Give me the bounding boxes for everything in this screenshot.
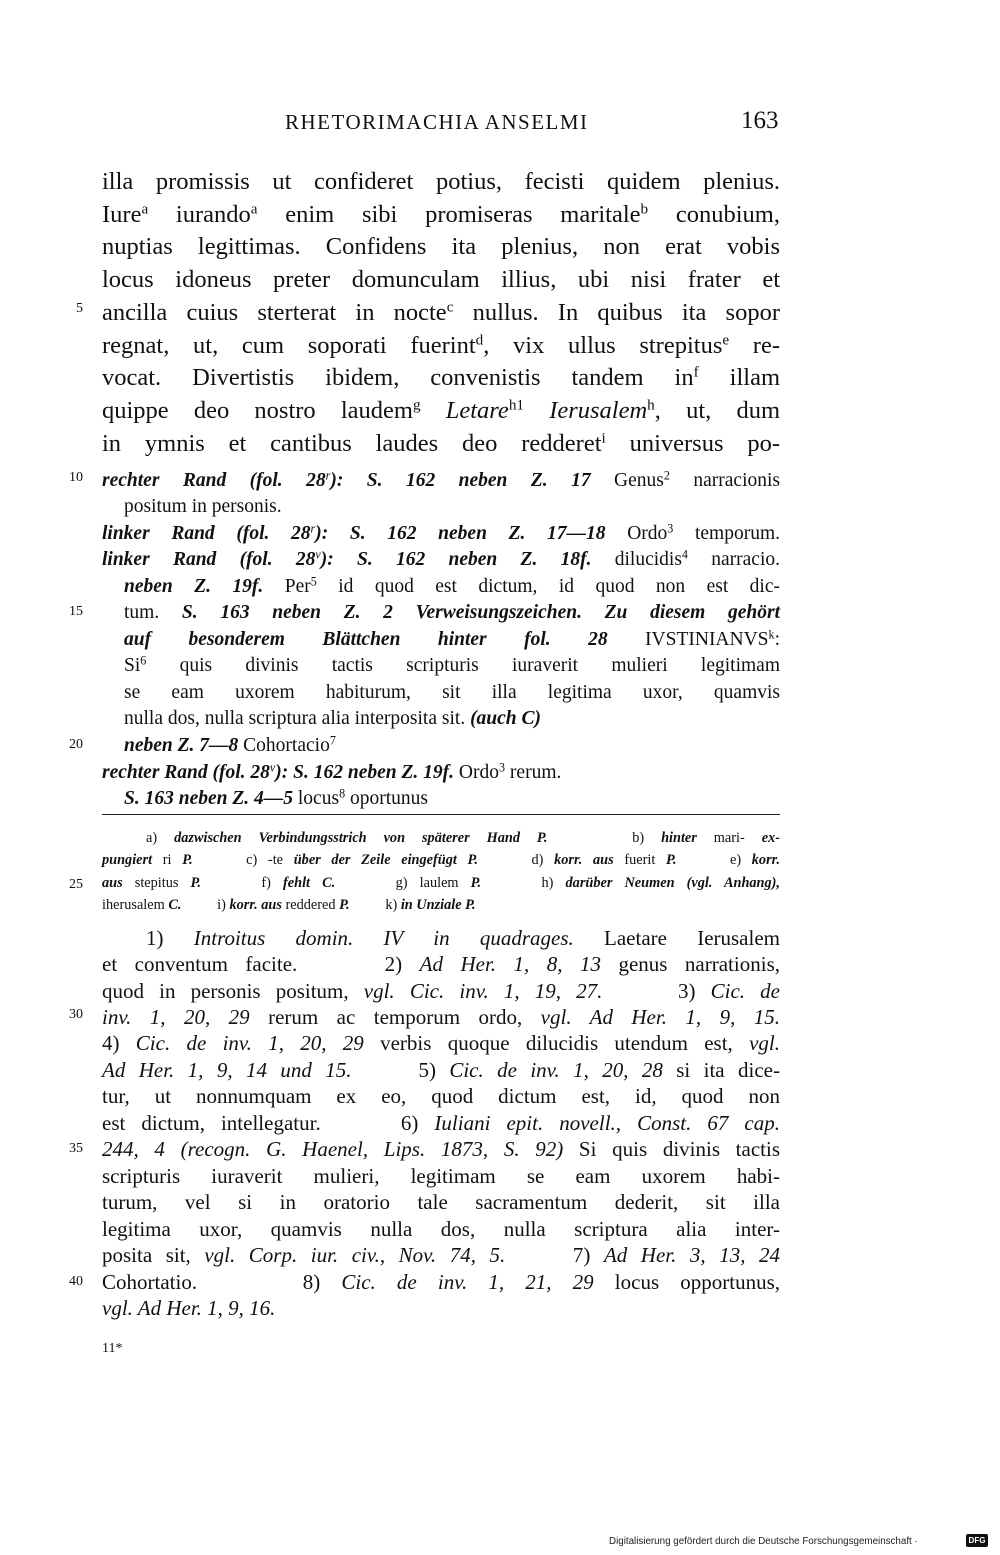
commentary-line: et conventum facite. 2) Ad Her. 1, 8, 13 genus narrationis, — [102, 952, 780, 976]
commentary-line: tur, ut nonnumquam ex eo, quod dictum est, id, quod non — [102, 1084, 780, 1108]
apparatus-line: aus stepitus P. f) fehlt C. g) laulem P. h) darüber Neumen (vgl. Anhang), — [102, 875, 780, 891]
text-line: Iure$^a$ iurando$^a$ enim sibi promiseras maritale$^b$ conubium, — [102, 200, 780, 228]
annotation-line: nulla dos, nulla scriptura alia interposita sit. (auch C) — [124, 708, 542, 729]
commentary-line: 4) Cic. de inv. 1, 20, 29 verbis quoque dilucidis utendum est, vgl. — [102, 1031, 780, 1055]
annotation-line: S. 163 neben Z. 4—5 locus$^8$ oportunus — [124, 786, 428, 809]
annotation-line: rechter Rand (fol. 28$^v$): S. 162 neben Z. 19f. Ordo$^3$ rerum. — [102, 760, 562, 783]
line-number: 15 — [69, 604, 83, 619]
annotation-line: Si$^6$ quis divinis tactis scripturis iuraverit mulieri legitimam — [124, 653, 780, 676]
commentary-line: quod in personis positum, vgl. Cic. inv. 1, 19, 27. 3) Cic. de — [102, 979, 781, 1003]
running-title: RHETORIMACHIA ANSELMI — [285, 110, 589, 134]
commentary-line: 244, 4 (recogn. G. Haenel, Lips. 1873, S. 92) Si quis divinis tactis — [102, 1137, 781, 1161]
line-number: 30 — [69, 1007, 83, 1022]
separator-rule — [102, 814, 780, 815]
commentary-line: posita sit, vgl. Corp. iur. civ., Nov. 74, 5. 7) Ad Her. 3, 13, 24 — [102, 1243, 780, 1267]
commentary-line: inv. 1, 20, 29 rerum ac temporum ordo, vgl. Ad Her. 1, 9, 15. — [102, 1005, 781, 1029]
text-line: vocat. Divertistis ibidem, convenistis tandem $in^f$ illam — [102, 363, 780, 391]
annotation-line: tum. S. 163 neben Z. 2 Verweisungszeichen. Zu diesem gehört — [124, 602, 781, 623]
commentary-line: est dictum, intellegatur. 6) Iuliani epit. novell., Const. 67 cap. — [102, 1111, 780, 1135]
annotation-line: positum in personis. — [124, 496, 282, 517]
apparatus-line: a) dazwischen Verbindungsstrich von späterer Hand P. b) hinter mari- ex- — [146, 830, 780, 846]
text-line: ancilla cuius sterterat in nocte$^c$ nullus. In quibus ita sopor — [102, 298, 780, 326]
text-line: quippe deo nostro laudem$^g$ Letare$^{h1}$ Ierusalem$^h$, ut, dum — [102, 396, 780, 424]
apparatus-line: iherusalem C. i) korr. aus reddered P. k) in Unziale P. — [102, 897, 476, 913]
annotation-line: linker Rand (fol. 28$^r$): S. 162 neben Z. 17—18 Ordo$^3$ temporum. — [102, 521, 780, 544]
dfg-logo: DFG — [966, 1534, 988, 1547]
annotation-line: linker Rand (fol. 28$^v$): S. 162 neben Z. 18f. dilucidis$^4$ narracio. — [102, 547, 780, 570]
page-number: 163 — [741, 107, 779, 134]
text-line: regnat, ut, cum soporati fuerint$^d$, vix ullus strepitus$^e$ re- — [102, 331, 780, 359]
commentary-line: legitima uxor, quamvis nulla dos, nulla scriptura alia inter- — [102, 1217, 780, 1241]
text-line: illa promissis ut confideret potius, fecisti quidem plenius. — [102, 168, 780, 195]
commentary-line: scripturis iuraverit mulieri, legitimam se eam uxorem habi- — [102, 1164, 780, 1188]
commentary-line: turum, vel si in oratorio tale sacramentum dederit, sit illa — [102, 1190, 780, 1214]
digitization-credit: Digitalisierung gefördert durch die Deutsche Forschungsgemeinschaft · — [609, 1536, 918, 1547]
line-number: 5 — [76, 301, 83, 316]
annotation-line: neben Z. 19f. Per$^5$ id quod est dictum, id quod non est dic- — [124, 574, 781, 597]
line-number: 35 — [69, 1141, 83, 1156]
printer-signature: 11* — [102, 1341, 123, 1356]
commentary-line: 1) Introitus domin. IV in quadrages. Laetare Ierusalem — [146, 926, 780, 950]
line-number: 10 — [69, 470, 83, 485]
line-number: 25 — [69, 877, 83, 892]
text-line: nuptias legittimas. Confidens ita plenius, non erat vobis — [102, 233, 780, 260]
commentary-line: vgl. Ad Her. 1, 9, 16. — [102, 1296, 276, 1320]
annotation-line: se eam uxorem habiturum, sit illa legitima uxor, quamvis — [124, 682, 780, 703]
annotation-line: neben Z. 7—8 Cohortacio$^7$ — [124, 733, 336, 756]
annotation-line: auf besonderem Blättchen hinter fol. 28 IVSTINIANVS$^k$: — [124, 627, 780, 650]
commentary-line: Ad Her. 1, 9, 14 und 15. 5) Cic. de inv. 1, 20, 28 si ita dice- — [102, 1058, 780, 1082]
text-line: locus idoneus preter domunculam illius, ubi nisi frater et — [102, 266, 780, 293]
annotation-line: rechter Rand (fol. 28$^r$): S. 162 neben Z. 17 Genus$^2$ narracionis — [102, 468, 780, 491]
apparatus-line: pungiert ri P. c) -te über der Zeile eingefügt P. d) korr. aus fuerit P. e) korr. — [102, 852, 780, 868]
line-number: 40 — [69, 1274, 83, 1289]
commentary-line: Cohortatio. 8) Cic. de inv. 1, 21, 29 locus opportunus, — [102, 1270, 781, 1294]
text-line: in ymnis et cantibus laudes deo redderet$^i$ universus po- — [102, 429, 780, 457]
line-number: 20 — [69, 737, 83, 752]
